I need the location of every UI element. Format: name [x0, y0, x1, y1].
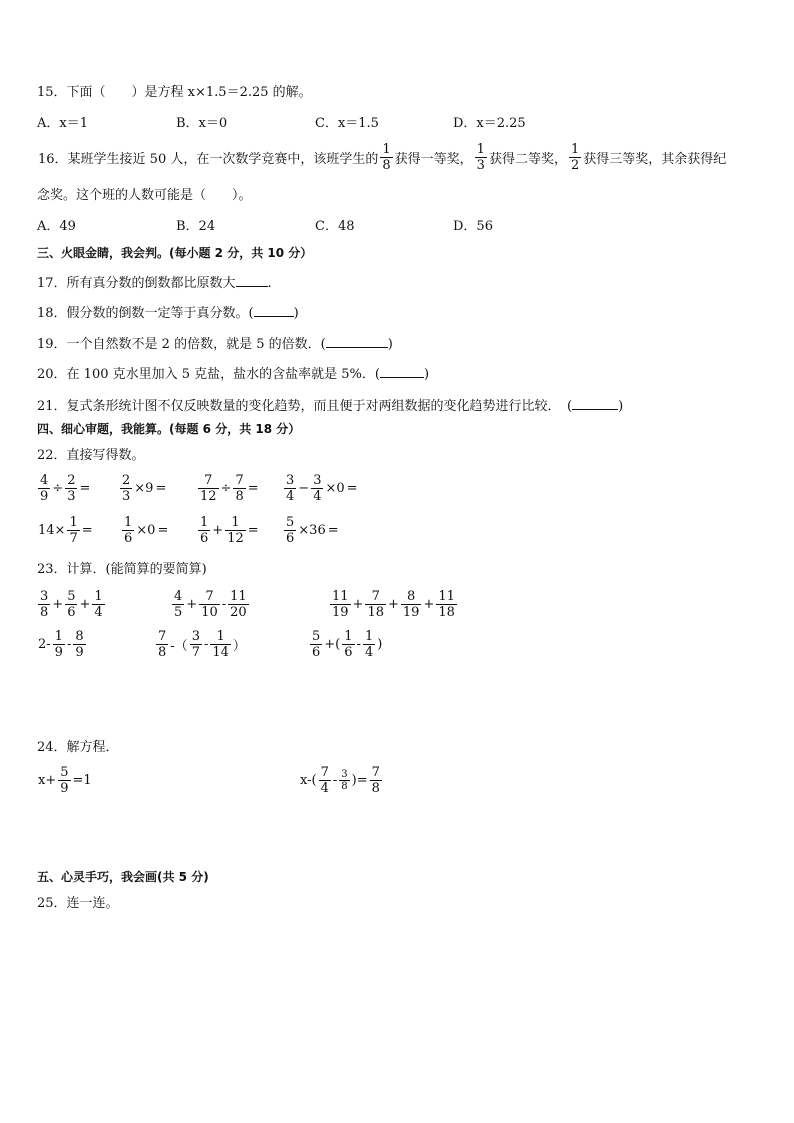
q16-option-b: B．24 — [176, 219, 216, 234]
q22-expr-6: $\frac{1}{6}$ ×0 = — [124, 515, 169, 546]
q16-fraction-2: $\frac{1}{3}$ — [476, 142, 485, 173]
q16-fraction-3: $\frac{1}{2}$ — [570, 142, 580, 173]
q22-expr-1: $\frac{4}{9}$ ÷ $\frac{2}{3}$ = — [40, 473, 91, 504]
section-4-heading: 四、细心审题，我能算。(每题 6 分，共 18 分） — [37, 422, 301, 436]
q16-fraction-1: $\frac{1}{8}$ — [382, 142, 391, 173]
q20: 20．在 100 克水里加入 5 克盐，盐水的含盐率就是 5%．( ) — [37, 367, 430, 382]
section-5-heading: 五、心灵手巧，我会画(共 5 分) — [37, 870, 209, 884]
q22-title: 22．直接写得数。 — [37, 448, 145, 463]
q24-equation-2: x-( $\frac{7}{4}$ - $\frac{3}{8}$ )= $\frac{7}{8}$ — [300, 765, 380, 796]
q16-line1: 16．某班学生接近 50 人，在一次数学竞赛中，该班学生的 $\frac{1}{8}$ 获得一等奖， $\frac{1}{3}$ 获得二等奖， $\frac{1}{2}$ 获得三等奖，其余获得纪 — [38, 142, 727, 173]
q22-expr-5: 14× $\frac{1}{7}$ = — [38, 515, 93, 546]
q22-expr-2: $\frac{2}{3}$ ×9 = — [122, 473, 167, 504]
q18: 18．假分数的倒数一定等于真分数。( ) — [37, 306, 299, 321]
q15-option-c: C．x＝1.5 — [315, 116, 379, 131]
q16-option-d: D．56 — [453, 219, 493, 234]
q24-title: 24．解方程． — [37, 740, 119, 755]
q19: 19．一个自然数不是 2 的倍数，就是 5 的倍数．( ) — [37, 337, 393, 352]
q23-expr-6: $\frac{5}{6}$ +( $\frac{1}{6}$ - $\frac{1}{4}$ ) — [312, 629, 383, 660]
q15-option-d: D．x＝2.25 — [453, 116, 526, 131]
q16-option-c: C．48 — [315, 219, 355, 234]
q15-option-b: B．x＝0 — [176, 116, 228, 131]
q22-expr-8: $\frac{5}{6}$ ×36 = — [286, 515, 339, 546]
q23-expr-5: $\frac{7}{8}$ -（ $\frac{3}{7}$ - $\frac{1}{14}$ ） — [158, 629, 246, 660]
q22-expr-4: $\frac{3}{4}$ − $\frac{3}{4}$ ×0 = — [286, 473, 358, 504]
q25: 25．连一连。 — [37, 896, 119, 911]
q23-title: 23．计算．(能简算的要简算) — [37, 562, 207, 577]
q22-expr-3: $\frac{7}{12}$ ÷ $\frac{7}{8}$ = — [200, 473, 259, 504]
section-3-heading: 三、火眼金睛，我会判。(每小题 2 分，共 10 分） — [37, 246, 313, 260]
q23-expr-4: 2- $\frac{1}{9}$ - $\frac{8}{9}$ — [38, 629, 84, 660]
q21: 21．复式条形统计图不仅反映数量的变化趋势，而且便于对两组数据的变化趋势进行比较． ( ) — [37, 399, 624, 414]
q16-line2: 念奖。这个班的人数可能是（ ）。 — [37, 188, 252, 203]
q16-option-a: A．49 — [37, 219, 76, 234]
q23-expr-1: $\frac{3}{8}$ + $\frac{5}{6}$ + $\frac{1}{4}$ — [40, 589, 103, 620]
q23-expr-3: $\frac{11}{19}$ + $\frac{7}{18}$ + $\frac{8}{19}$ + $\frac{11}{18}$ — [332, 589, 455, 620]
q15-option-a: A．x＝1 — [37, 116, 88, 131]
q24-equation-1: x+ $\frac{5}{9}$ =1 — [38, 765, 92, 796]
q22-expr-7: $\frac{1}{6}$ + $\frac{1}{12}$ = — [200, 515, 259, 546]
q23-expr-2: $\frac{4}{5}$ + $\frac{7}{10}$ - $\frac{11}{20}$ — [174, 589, 247, 620]
q17: 17．所有真分数的倒数都比原数大 . — [37, 276, 272, 291]
q15-text: 15．下面（ ）是方程 x×1.5＝2.25 的解。 — [37, 85, 312, 100]
